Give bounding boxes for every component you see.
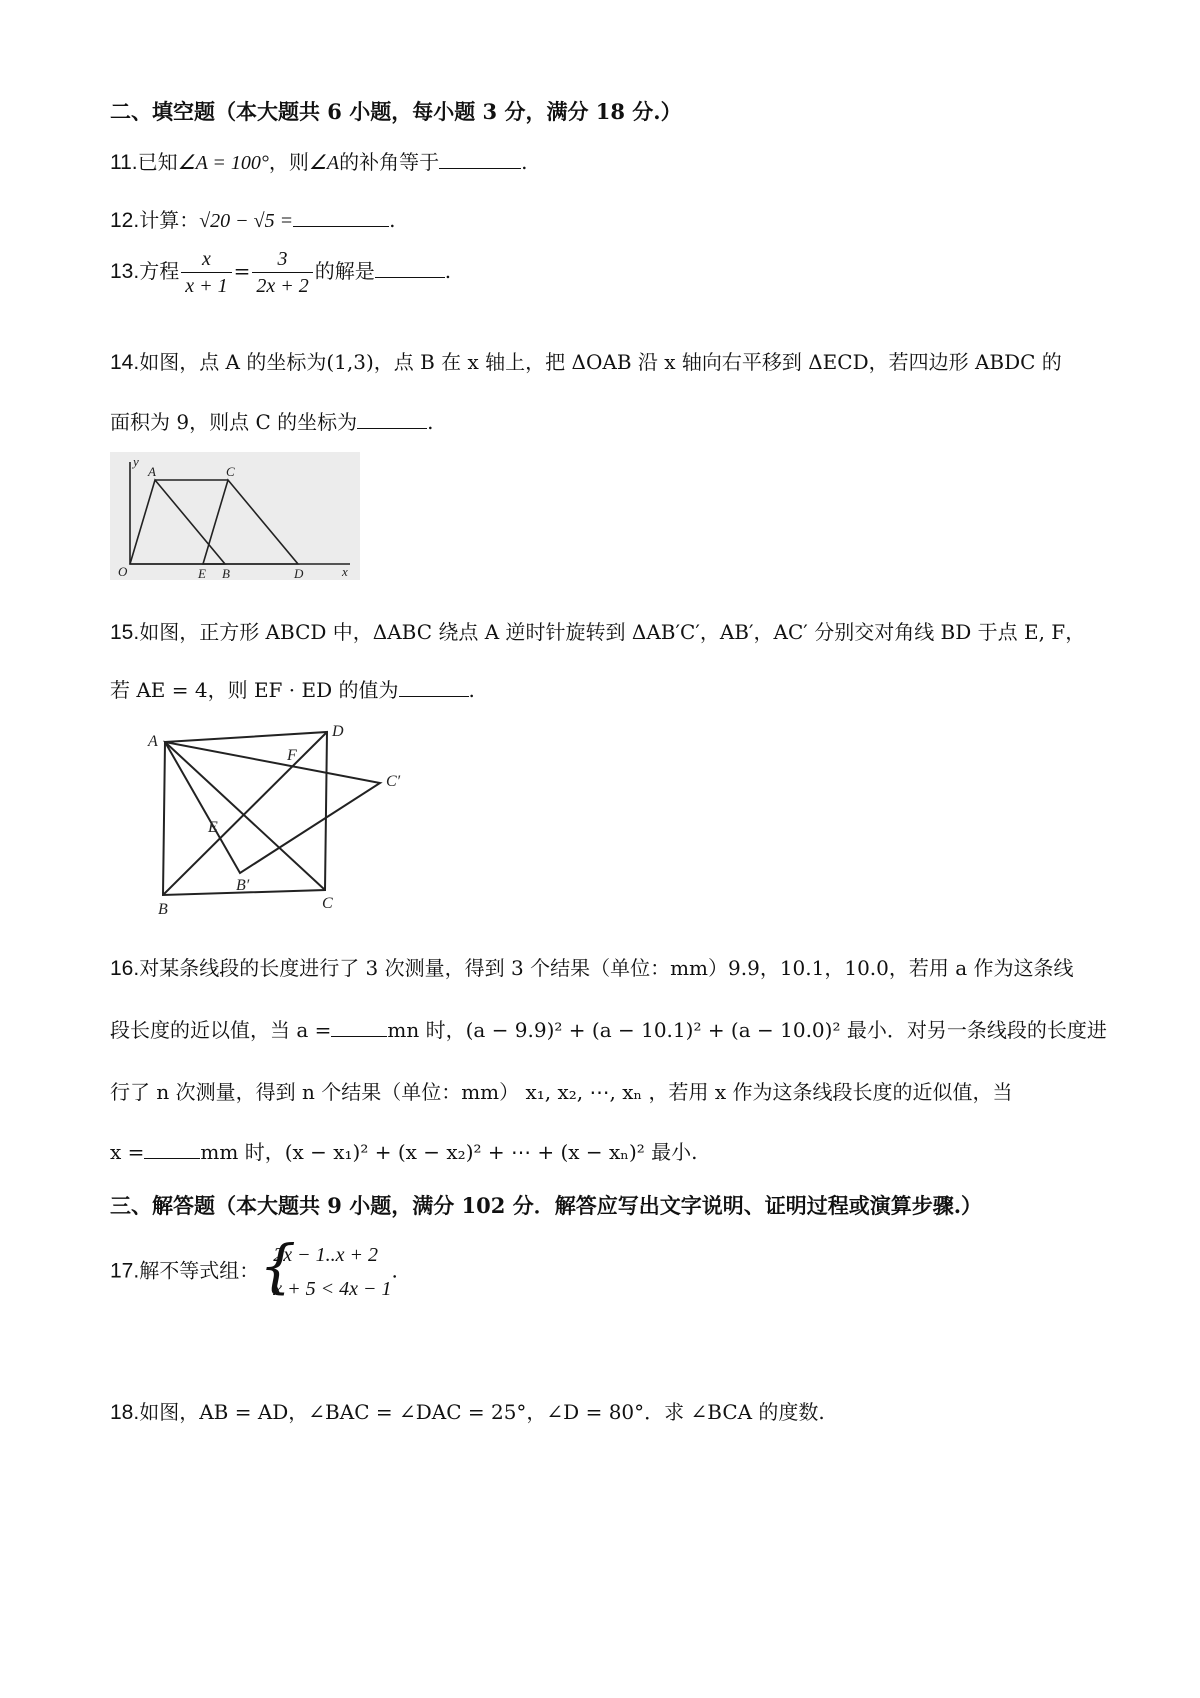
q18-text: 如图，AB = AD，∠BAC = ∠DAC = 25°，∠D = 80°．求 ∠BCA 的度数.: [139, 1400, 825, 1424]
q13-post: 的解是: [314, 259, 375, 283]
question-16-line-2: [110, 1014, 1107, 1043]
q15-text-2: 若 AE = 4，则 EF · ED 的值为: [110, 678, 399, 702]
q17-pre: 解不等式组：: [139, 1258, 260, 1283]
label-c-prime: C′: [386, 773, 401, 790]
question-17: [110, 1232, 398, 1306]
q17-end: .: [391, 1258, 398, 1283]
q14-translation-figure: [110, 452, 360, 580]
label-b: B: [158, 901, 168, 916]
answer-blank[interactable]: [331, 1018, 387, 1037]
question-14-line-1: [110, 346, 1062, 375]
question-15-line-1: [110, 616, 1085, 645]
fraction-numerator: 3: [252, 246, 312, 273]
q11-pre: 已知: [137, 150, 178, 174]
question-14-line-2: [110, 406, 433, 435]
question-number: 11.: [110, 151, 138, 174]
question-number: 17.: [110, 1259, 140, 1283]
label-f: F: [287, 747, 297, 764]
label-d: D: [294, 566, 304, 580]
left-brace-icon: {: [259, 1232, 297, 1300]
label-y: y: [133, 454, 139, 469]
label-b-prime: B′: [236, 877, 250, 894]
q16-text-2a: 段长度的近以值，当 a =: [110, 1018, 332, 1042]
label-d: D: [332, 723, 344, 740]
label-e: E: [208, 819, 218, 836]
q15-rotation-figure: [140, 720, 420, 916]
label-a: A: [148, 464, 156, 479]
question-number: 12.: [110, 209, 140, 232]
q13-end: .: [444, 259, 452, 283]
fraction-denominator: x + 1: [185, 275, 228, 297]
fraction-numerator: x: [181, 246, 231, 273]
label-x: x: [342, 564, 348, 579]
answer-blank[interactable]: [375, 259, 445, 278]
q14-text-2: 面积为 9，则点 C 的坐标为: [110, 410, 358, 434]
inequality-system: [259, 1232, 392, 1306]
question-16-line-1: [110, 952, 1074, 981]
q11-expr2: ∠A: [308, 152, 340, 174]
question-11: [110, 146, 527, 175]
section-heading-answer: 三、解答题（本大题共 9 小题，满分 102 分．解答应写出文字说明、证明过程或演算步骤.）: [110, 1193, 982, 1218]
question-12: [110, 204, 396, 233]
question-18: [110, 1396, 825, 1425]
q14-end: .: [427, 410, 434, 434]
fraction-1: [181, 246, 231, 299]
label-a: A: [148, 733, 158, 750]
fraction-denominator: 2x + 2: [256, 275, 309, 297]
question-number: 14.: [110, 351, 140, 374]
answer-blank[interactable]: [439, 150, 521, 169]
question-number: 15.: [110, 621, 140, 644]
q11-expr: ∠A = 100°: [177, 152, 269, 174]
q15-end: .: [468, 678, 475, 702]
inequality-2: x + 5 < 4x − 1: [273, 1278, 392, 1300]
answer-blank[interactable]: [357, 410, 427, 429]
q11-mid: ，则: [268, 150, 309, 174]
equals-sign: =: [233, 259, 251, 283]
q16-text-1: 对某条线段的长度进行了 3 次测量，得到 3 个结果（单位：mm）9.9，10.1，10.0，若用 a 作为这条线: [139, 956, 1074, 980]
section-heading-fill-blank: 二、填空题（本大题共 6 小题，每小题 3 分，满分 18 分.）: [110, 99, 682, 124]
question-number: 18.: [110, 1401, 140, 1424]
q16-text-2b: mn 时，(a − 9.9)² + (a − 10.1)² + (a − 10.0)² 最小．对另一条线段的长度进: [387, 1018, 1107, 1042]
question-16-line-4: [110, 1136, 697, 1165]
answer-blank[interactable]: [293, 208, 389, 227]
question-number: 13.: [110, 260, 140, 283]
question-13: [110, 246, 451, 299]
q14-text: 如图，点 A 的坐标为(1,3)，点 B 在 x 轴上，把 ΔOAB 沿 x 轴向右平移到 ΔECD，若四边形 ABDC 的: [139, 350, 1062, 374]
q11-end: .: [521, 150, 528, 174]
q13-pre: 方程: [139, 259, 180, 283]
fraction-2: [252, 246, 312, 299]
q16-text-4a: x =: [110, 1140, 145, 1164]
q12-pre: 计算：: [139, 208, 200, 232]
answer-blank[interactable]: [399, 678, 469, 697]
question-16-line-3: [110, 1076, 1013, 1105]
label-e: E: [198, 566, 206, 580]
question-number: 16.: [110, 957, 140, 980]
label-o: O: [118, 564, 128, 579]
answer-blank[interactable]: [144, 1140, 200, 1159]
inequality-1: 2x − 1..x + 2: [273, 1244, 378, 1266]
triangle-ab2c2: [165, 742, 380, 873]
q12-end: .: [389, 208, 396, 232]
question-15-line-2: [110, 674, 475, 703]
label-c: C: [226, 464, 235, 479]
label-b: B: [222, 566, 230, 580]
q15-text: 如图，正方形 ABCD 中，ΔABC 绕点 A 逆时针旋转到 ΔAB′C′，AB′，AC′ 分别交对角线 BD 于点 E, F，: [139, 620, 1086, 644]
q16-text-4b: mm 时，(x − x₁)² + (x − x₂)² + ⋯ + (x − xₙ)² 最小.: [200, 1140, 698, 1164]
label-c: C: [322, 895, 333, 912]
q12-expr: √20 − √5 =: [199, 210, 294, 232]
q16-text-3: 行了 n 次测量，得到 n 个结果（单位：mm） x₁, x₂, ⋯, xₙ ，若用 x 作为这条线段长度的近似值，当: [110, 1080, 1013, 1104]
q11-post: 的补角等于: [339, 150, 440, 174]
